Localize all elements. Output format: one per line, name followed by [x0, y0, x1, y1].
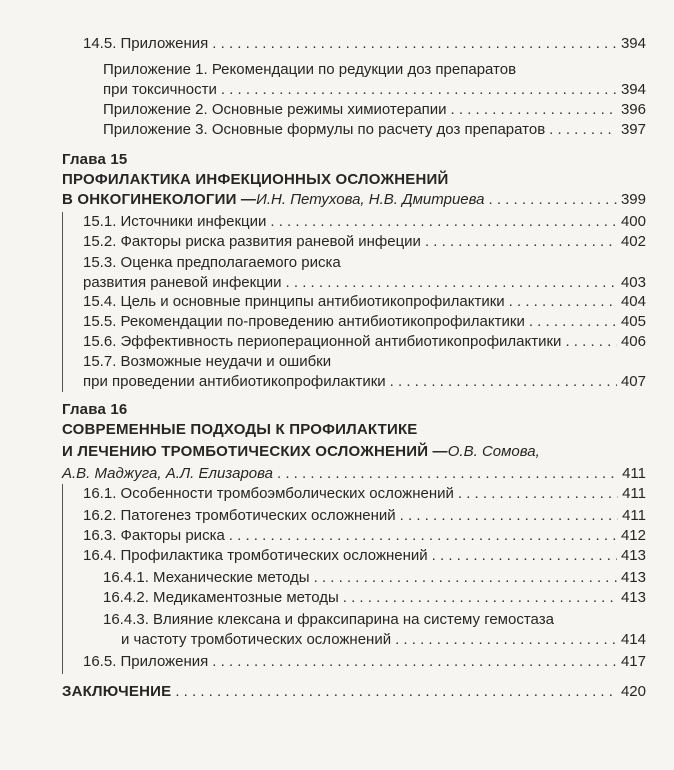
- toc-entry-title: 15.1. Источники инфекции: [83, 213, 267, 230]
- toc-entry: [103, 120, 646, 140]
- leader-dots: [488, 190, 616, 210]
- toc-entry: [83, 212, 646, 232]
- toc-entry: [103, 610, 646, 630]
- leader-dots: [529, 312, 617, 332]
- toc-entry: [103, 80, 646, 100]
- toc-entry-authors: И.Н. Петухова, Н.В. Дмитриева: [256, 191, 485, 208]
- toc-page-number: 399: [620, 191, 646, 208]
- toc-entry: [103, 100, 646, 120]
- toc-entry-title: 16.2. Патогенез тромботических осложнений: [83, 507, 396, 524]
- toc-entry: [83, 352, 646, 372]
- toc-entry: [83, 34, 646, 54]
- toc-page-number: 396: [620, 101, 646, 118]
- toc-entry-title: 15.7. Возможные неудачи и ошибки: [83, 353, 332, 370]
- toc-entry-title: при токсичности: [103, 81, 217, 98]
- toc-page-number: 411: [622, 507, 646, 524]
- toc-entry: [83, 526, 646, 546]
- leader-dots: [270, 212, 617, 232]
- leader-dots: [390, 372, 617, 392]
- toc-page-number: 417: [620, 653, 646, 670]
- toc-entry-title: при проведении антибиотикопрофилактики: [83, 373, 386, 390]
- toc-page-number: 411: [622, 465, 646, 482]
- toc-chapter-line: [62, 442, 646, 462]
- toc-entry: [83, 484, 646, 504]
- leader-dots: [175, 682, 617, 702]
- toc-entry-title: Приложение 1. Рекомендации по редукции доз препаратов: [103, 61, 517, 78]
- toc-page-number: 394: [620, 35, 646, 52]
- toc-entry-title: 16.5. Приложения: [83, 653, 209, 670]
- toc-entry-title: 14.5. Приложения: [83, 35, 209, 52]
- toc-entry-title: 16.3. Факторы риска: [83, 527, 225, 544]
- leader-dots: [212, 652, 617, 672]
- toc-entry: [121, 630, 646, 650]
- leader-dots: [229, 526, 617, 546]
- toc-entry-title: развития раневой инфекции: [83, 274, 282, 291]
- toc-entry-title: 15.3. Оценка предполагаемого риска: [83, 254, 341, 271]
- toc-chapter-line: [62, 150, 646, 170]
- toc-page-number: 414: [620, 631, 646, 648]
- toc-page-number: 397: [620, 121, 646, 138]
- toc-rule-chapter-16: [62, 484, 63, 674]
- leader-dots: [425, 232, 617, 252]
- leader-dots: [432, 546, 617, 566]
- leader-dots: [212, 34, 617, 54]
- toc-entry: [103, 568, 646, 588]
- toc-page-number: 420: [620, 683, 646, 700]
- toc-entry: [103, 588, 646, 608]
- leader-dots: [565, 332, 617, 352]
- toc-page-number: 413: [620, 547, 646, 564]
- leader-dots: [314, 568, 617, 588]
- toc-entry-title: 16.4.1. Механические методы: [103, 569, 310, 586]
- toc-entry-title: 16.4.3. Влияние клексана и фраксипарина на систему гемостаза: [103, 611, 554, 628]
- toc-chapter-line: [62, 420, 646, 440]
- toc-page-number: 411: [622, 485, 646, 502]
- toc-entry-title: 15.4. Цель и основные принципы антибиотикопрофилактики: [83, 293, 505, 310]
- leader-dots: [549, 120, 617, 140]
- leader-dots: [343, 588, 617, 608]
- toc-chapter-line: [62, 682, 646, 702]
- toc-entry-title: Приложение 2. Основные режимы химиотерапии: [103, 101, 447, 118]
- toc-entry-title: 15.6. Эффективность периоперационной антибиотикопрофилактики: [83, 333, 562, 350]
- toc-entry: [83, 253, 646, 273]
- toc-entry: [83, 372, 646, 392]
- toc-entry-title: СОВРЕМЕННЫЕ ПОДХОДЫ К ПРОФИЛАКТИКЕ: [62, 421, 418, 438]
- leader-dots: [277, 464, 618, 484]
- toc-chapter-line: [62, 400, 646, 420]
- toc-entry-title: и частоту тромботических осложнений: [121, 631, 392, 648]
- toc-page-number: 404: [620, 293, 646, 310]
- toc-entry-title: ЗАКЛЮЧЕНИЕ: [62, 683, 172, 700]
- leader-dots: [286, 273, 617, 293]
- toc-entry-title: В ОНКОГИНЕКОЛОГИИ —: [62, 191, 257, 208]
- leader-dots: [400, 506, 618, 526]
- toc-entry: [62, 464, 646, 484]
- toc-page-number: 405: [620, 313, 646, 330]
- toc-page-number: 407: [620, 373, 646, 390]
- toc-entry: [83, 232, 646, 252]
- toc-entry-title: Приложение 3. Основные формулы по расчету доз препаратов: [103, 121, 546, 138]
- toc-page-number: 406: [620, 333, 646, 350]
- toc-entry: [83, 312, 646, 332]
- toc-entry-title: 15.2. Факторы риска развития раневой инфеции: [83, 233, 421, 250]
- leader-dots: [221, 80, 617, 100]
- leader-dots: [395, 630, 617, 650]
- toc-entry: [83, 506, 646, 526]
- toc-entry-title: 16.1. Особенности тромбоэмболических осложнений: [83, 485, 454, 502]
- toc-entry: [83, 273, 646, 293]
- toc-entry-title: 16.4.2. Медикаментозные методы: [103, 589, 339, 606]
- toc-chapter-line: [62, 190, 646, 210]
- toc-entry: [83, 652, 646, 672]
- toc-page-number: 403: [620, 274, 646, 291]
- toc-entry-title: 15.5. Рекомендации по-проведению антибиотикопрофилактики: [83, 313, 525, 330]
- toc-entry: [103, 60, 646, 80]
- toc-entry: [83, 546, 646, 566]
- toc-entry: [83, 332, 646, 352]
- toc-page-number: 413: [620, 589, 646, 606]
- toc-chapter-line: [62, 170, 646, 190]
- leader-dots: [451, 100, 617, 120]
- leader-dots: [509, 292, 617, 312]
- toc-page-number: 402: [620, 233, 646, 250]
- toc-rule-chapter-15: [62, 212, 63, 392]
- leader-dots: [458, 484, 618, 504]
- toc-entry-title: Глава 16: [62, 401, 128, 418]
- toc-entry-authors: А.В. Маджуга, А.Л. Елизарова: [62, 465, 273, 482]
- toc-entry-title: 16.4. Профилактика тромботических осложнений: [83, 547, 428, 564]
- toc-page-number: 413: [620, 569, 646, 586]
- toc-page-number: 400: [620, 213, 646, 230]
- toc-page-number: 394: [620, 81, 646, 98]
- toc-page-number: 412: [620, 527, 646, 544]
- toc-entry-title: И ЛЕЧЕНИЮ ТРОМБОТИЧЕСКИХ ОСЛОЖНЕНИЙ —: [62, 443, 448, 460]
- toc-entry-title: ПРОФИЛАКТИКА ИНФЕКЦИОННЫХ ОСЛОЖНЕНИЙ: [62, 171, 449, 188]
- toc-entry: [83, 292, 646, 312]
- toc-entry-authors: О.В. Сомова,: [447, 443, 540, 460]
- toc-entry-title: Глава 15: [62, 151, 128, 168]
